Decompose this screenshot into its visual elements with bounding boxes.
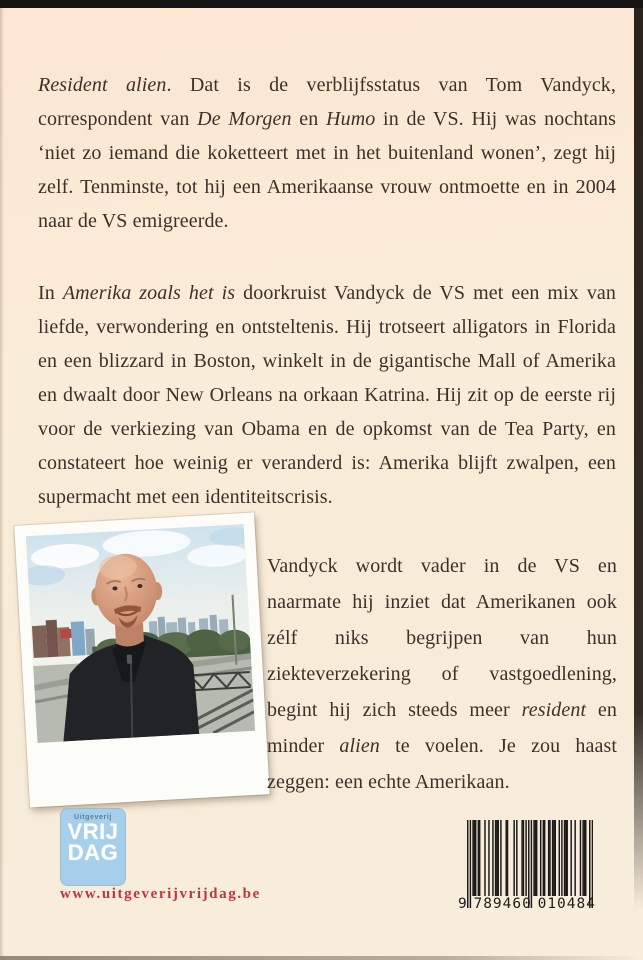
publisher-logo-line2: DAG — [67, 840, 119, 865]
scan-edge-left — [0, 8, 4, 956]
author-photo — [26, 524, 255, 743]
blurb-paragraph-1: Resident alien. Dat is de verblijfsstatus van Tom Vandyck, correspondent van De Morgen en Humo in de VS. Hij was nochtans ‘niet zo iemand die koketteert met in het buitenland wonen’, zegt hij zelf. Tenminste, tot hij een Amerikaanse vrouw ontmoette en in 2004 naar de VS emigreerde. — [38, 74, 617, 232]
publisher-logo-top-label: Uitgeverij — [74, 814, 112, 821]
author-photo-polaroid — [14, 513, 269, 808]
scan-edge-top — [0, 0, 643, 8]
publisher-website-url: www.uitgeverijvrijdag.be — [60, 886, 261, 902]
isbn-number: 9 789460 010484 — [458, 896, 596, 912]
barcode-bars — [467, 820, 593, 908]
isbn-barcode — [458, 820, 602, 922]
scan-edge-right — [634, 6, 643, 910]
blurb-paragraph-3: Vandyck wordt vader in de VS en naarmate hij inziet dat Amerikanen ook zélf niks begrijpen van hun ziekteverzekering of vastgoedlening, begint hij zich steeds meer resident en minder alien te voelen. Je zou haast zeggen: een echte Amerikaan. — [267, 555, 617, 793]
blurb-paragraph-2: In Amerika zoals het is doorkruist Vandyck de VS met een mix van liefde, verwondering en ontsteltenis. Hij trotseert alligators in Florida en een blizzard in Boston, winkelt in de gigantische Mall of Amerika en dwaalt door New Orleans na orkaan Katrina. Hij zit op de eerste rij voor de verkiezing van Obama en de opkomst van de Tea Party, en constateert hoe weinig er veranderd is: Amerika blijft zwalpen, een supermacht met een identiteitscrisis. — [38, 282, 616, 508]
publisher-logo-line1: VRIJ — [67, 819, 119, 844]
scan-edge-bottom — [0, 956, 643, 960]
publisher-logo-vrijdag — [60, 808, 126, 886]
